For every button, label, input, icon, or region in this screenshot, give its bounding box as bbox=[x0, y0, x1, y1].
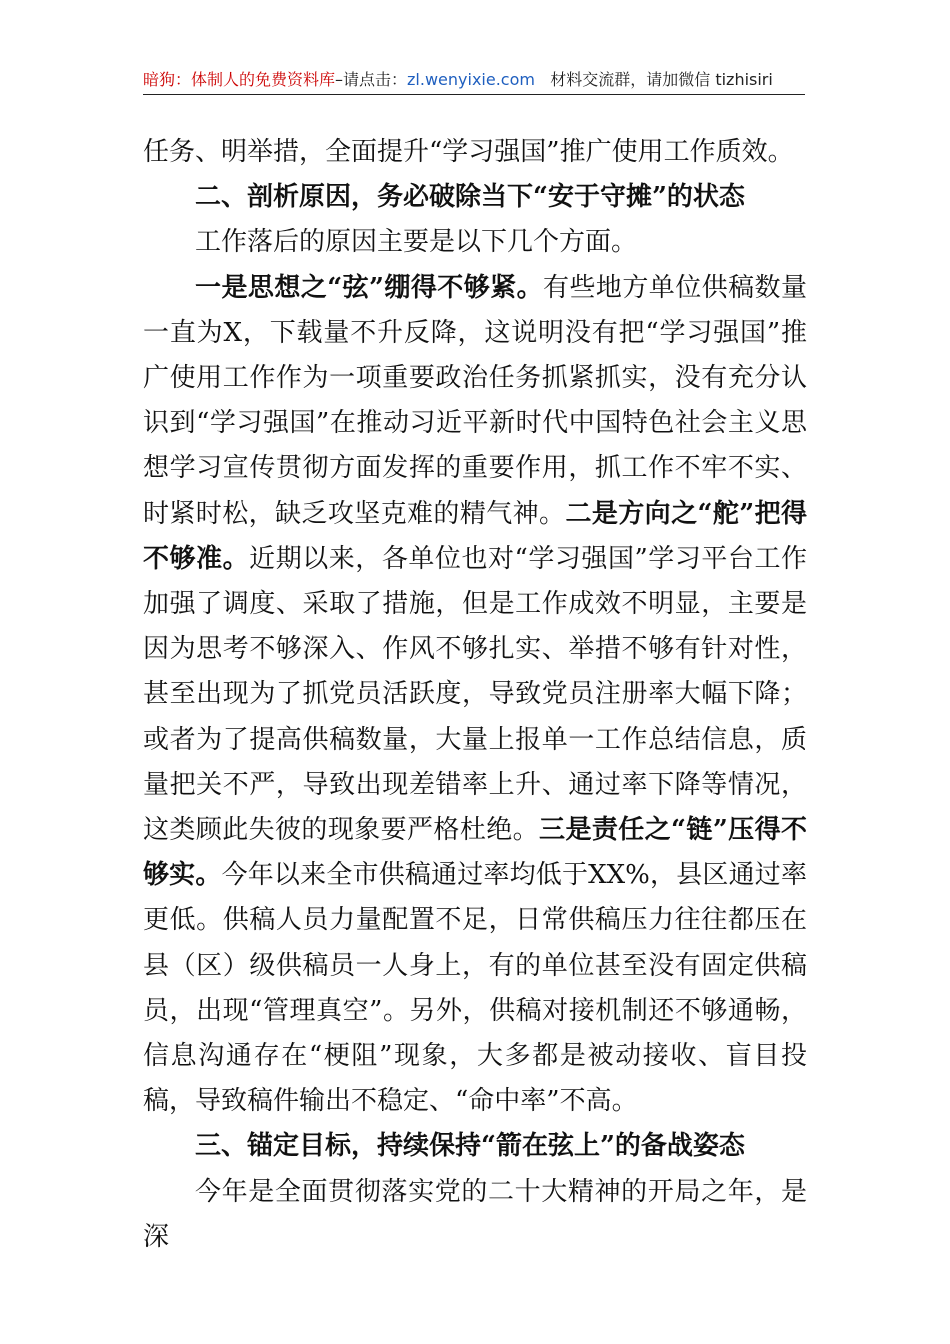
page-header bbox=[143, 66, 805, 94]
header-link[interactable]: zl.wenyixie.com bbox=[407, 70, 535, 89]
header-divider bbox=[143, 94, 805, 95]
cause-1-title: 一是思想之“弦”绷得不够紧。 bbox=[195, 272, 544, 303]
section-heading-3: 三、锚定目标，持续保持“箭在弦上”的备战姿态 bbox=[195, 1131, 745, 1162]
cause-2-title: 二是方向之“舵”把得不够准。 bbox=[143, 498, 807, 574]
header-site-name: 暗狗：体制人的免费资料库 bbox=[143, 70, 336, 89]
document-body bbox=[143, 130, 807, 1260]
cause-3-text: 今年以来全市供稿通过率均低于XX%，县区通过率更低。供稿人员力量配置不足，日常供稿压力往往都压在县（区）级供稿员一人身上，有的单位甚至没有固定供稿员，出现“管理真空”。另外，供稿对接机制还不够通畅，信息沟通存在“梗阻”现象，大多都是被动接收、盲目投稿，导致稿件输出不稳定、“命中率”不高。 bbox=[143, 860, 807, 1117]
paragraph-causes bbox=[143, 266, 807, 1125]
header-prompt: –请点击： bbox=[335, 70, 408, 89]
header-wechat-note: 材料交流群，请加微信 tizhisiri bbox=[550, 70, 773, 89]
paragraph-intro: 工作落后的原因主要是以下几个方面。 bbox=[195, 227, 638, 258]
paragraph-goal: 今年是全面贯彻落实党的二十大精神的开局之年，是深 bbox=[143, 1176, 807, 1252]
paragraph-continuation: 任务、明举措，全面提升“学习强国”推广使用工作质效。 bbox=[143, 137, 794, 167]
section-heading-2: 二、剖析原因，务必破除当下“安于守摊”的状态 bbox=[195, 182, 745, 213]
cause-3-title: 三是责任之“链”压得不够实。 bbox=[143, 815, 807, 891]
cause-2-text: 近期以来，各单位也对“学习强国”学习平台工作加强了调度、采取了措施，但是工作成效不明显，主要是因为思考不够深入、作风不够扎实、举措不够有针对性，甚至出现为了抓党员活跃度，导致党员注册率大幅下降；或者为了提高供稿数量，大量上报单一工作总结信息，质量把关不严，导致出现差错率上升、通过率下降等情况，这类顾此失彼的现象要严格杜绝。 bbox=[143, 543, 807, 846]
cause-1-text: 有些地方单位供稿数量一直为X，下载量不升反降，这说明没有把“学习强国”推广使用工作作为一项重要政治任务抓紧抓实，没有充分认识到“学习强国”在推动习近平新时代中国特色社会主义思想学习宣传贯彻方面发挥的重要作用，抓工作不牢不实、时紧时松，缺乏攻坚克难的精气神。 bbox=[143, 272, 807, 529]
